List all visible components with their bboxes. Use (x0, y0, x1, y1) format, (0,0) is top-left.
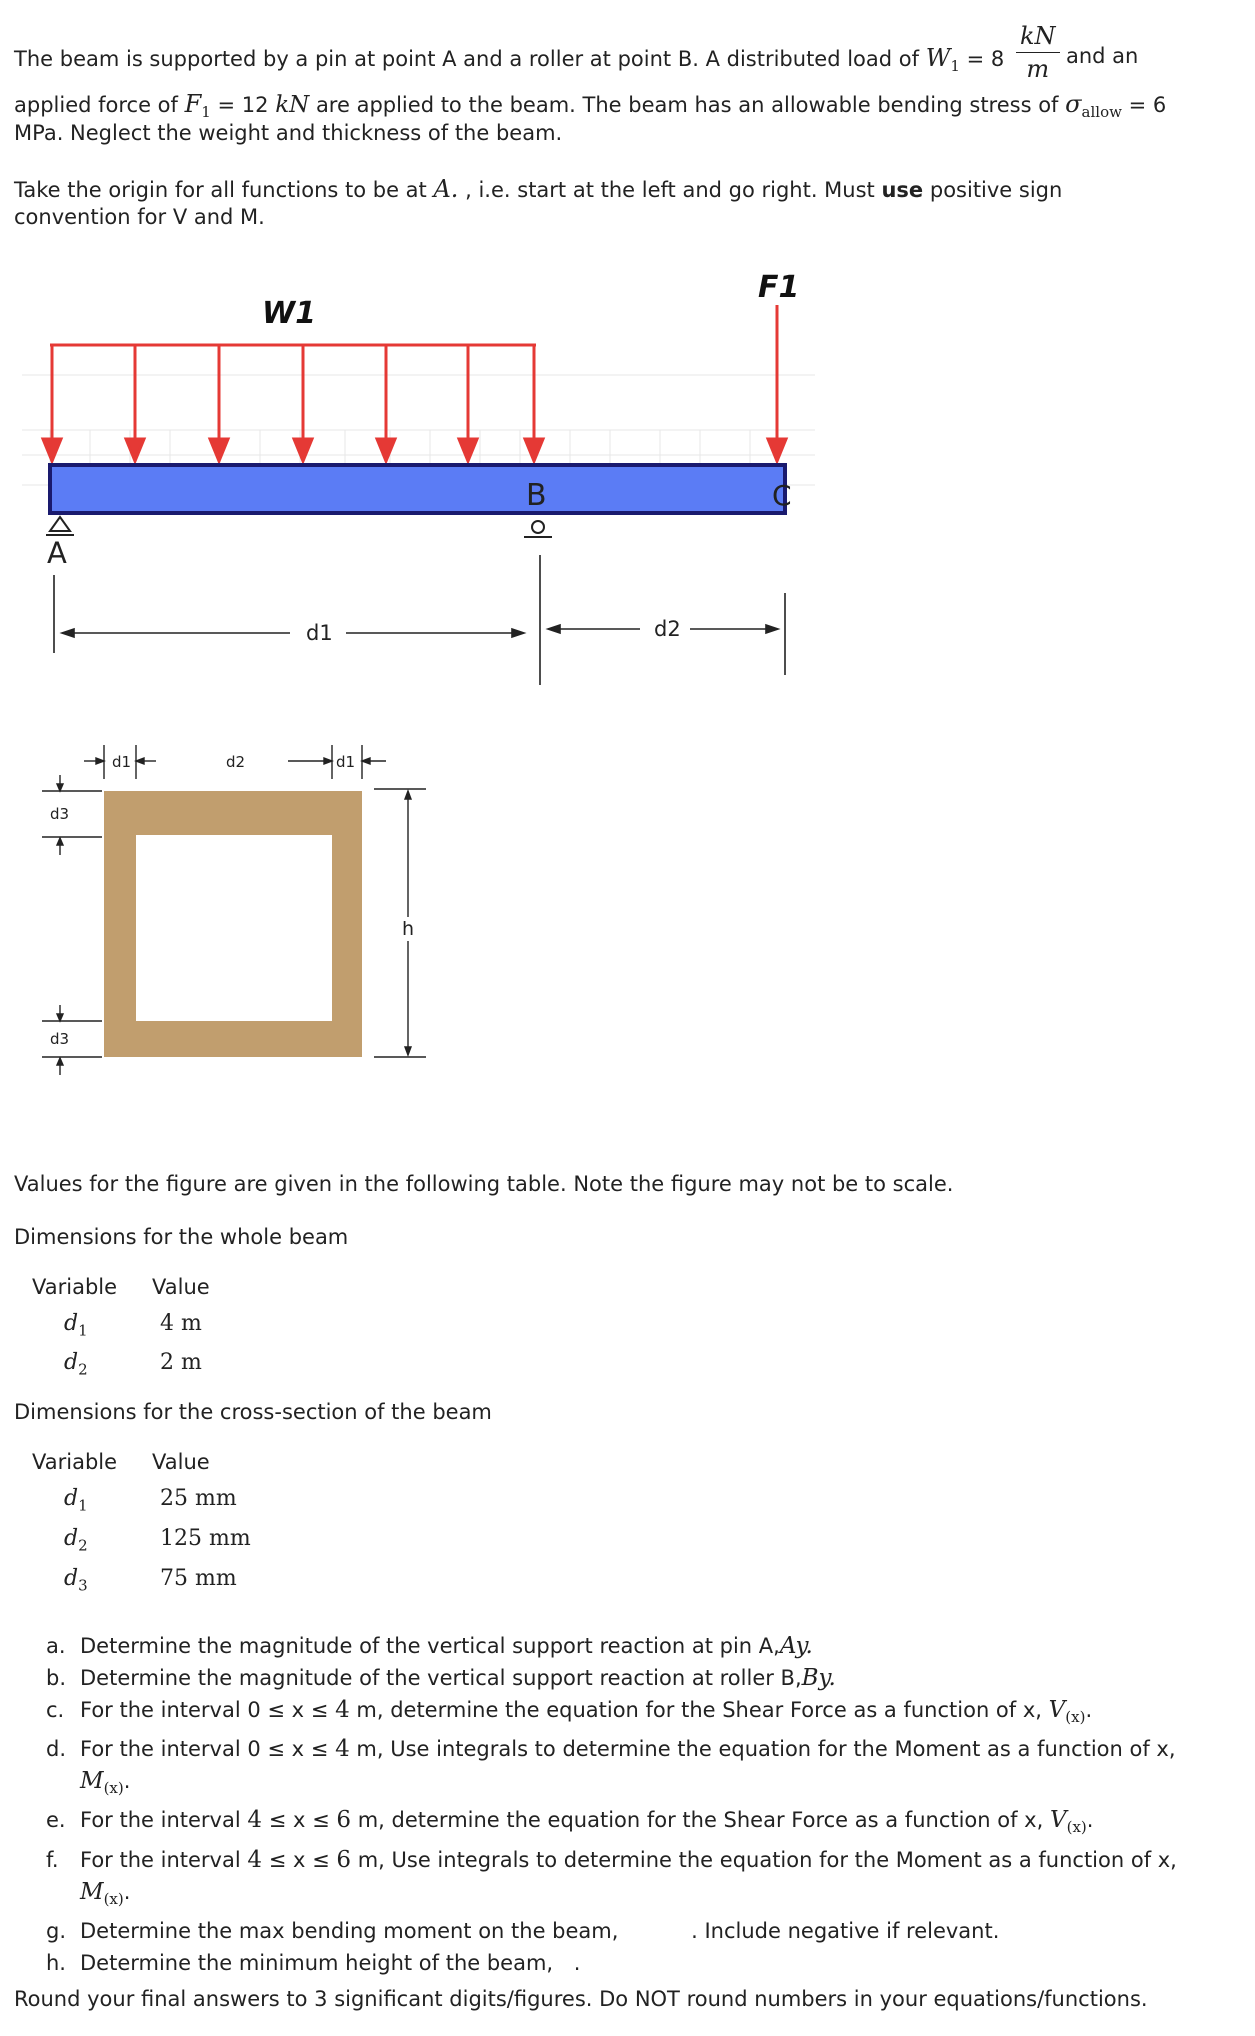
table2-row1-var: $d_1$ (64, 1486, 88, 1515)
table1-col-variable: Variable (32, 1275, 118, 1299)
cs-d1-left-label: d1 (112, 753, 132, 771)
intro-line-2: applied force of $F_1 = 12$ kN are applied to the beam. The beam has an allowable bending stress of $\sigma_{allow} = 6$ (14, 90, 1167, 122)
table2-row3-var: $d_3$ (64, 1566, 88, 1595)
figure-note: Values for the figure are given in the following table. Note the figure may not be to scale. (14, 1172, 954, 1196)
point-c-label: C (772, 479, 792, 512)
table1-row1-value: 4 m (160, 1311, 202, 1336)
cs-d2-label: d2 (226, 753, 246, 771)
question-e: e. For the interval 4 ≤ x ≤ 6 m, determine the equation for the Shear Force as a function of x, $V_{(x)}$. (46, 1807, 1094, 1837)
dim-d1-label: d1 (306, 621, 333, 645)
dim-d2-label: d2 (654, 617, 681, 641)
question-h: h. Determine the minimum height of the beam, . (46, 1950, 581, 1975)
table2-row2-value: 125 mm (160, 1526, 251, 1551)
question-g: g. Determine the max bending moment on the beam, . Include negative if relevant. (46, 1918, 1000, 1943)
table2-row2-var: $d_2$ (64, 1526, 88, 1555)
point-b-label: B (526, 478, 547, 513)
question-d: d. For the interval 0 ≤ x ≤ 4 m, Use integrals to determine the equation for the Moment as a function of x, $M_{(x)}$. (46, 1736, 1176, 1798)
f1-label: F1 (758, 270, 800, 305)
question-b: b. Determine the magnitude of the vertical support reaction at roller B,By. (46, 1665, 836, 1691)
beam (50, 465, 785, 513)
table1-row1-var: $d_1$ (64, 1311, 88, 1340)
distributed-load (43, 345, 543, 461)
table2-row3-value: 75 mm (160, 1566, 237, 1591)
cross-section-diagram (30, 735, 450, 1080)
origin-line-2: convention for V and M. (14, 205, 265, 229)
point-a-label: A (47, 536, 67, 570)
intro-line-1-end: and an (1066, 44, 1139, 68)
table2-col-variable: Variable (32, 1450, 118, 1474)
unit-fraction: $\frac{kN}{m}$ (1016, 22, 1060, 83)
question-c: c. For the interval 0 ≤ x ≤ 4 m, determine the equation for the Shear Force as a function of x, $V_{(x)}$. (46, 1697, 1093, 1727)
origin-line-1: Take the origin for all functions to be at A. , i.e. start at the left and go right. Must use positive sign (14, 175, 1063, 203)
intro-line-1: The beam is supported by a pin at point A and a roller at point B. A distributed load of $W_1 = 8$ (14, 44, 1005, 76)
cs-d3-bottom-label: d3 (50, 1030, 70, 1048)
question-a: a. Determine the magnitude of the vertical support reaction at pin A,Ay. (46, 1633, 813, 1659)
table2-col-value: Value (152, 1450, 210, 1474)
intro-line-3: MPa. Neglect the weight and thickness of the beam. (14, 121, 563, 145)
question-f: f. For the interval 4 ≤ x ≤ 6 m, Use integrals to determine the equation for the Moment as a function of x, $M_{(x)}$. (46, 1846, 1177, 1908)
table1-row2-value: 2 m (160, 1350, 202, 1375)
w1-label: W1 (262, 296, 316, 331)
beam-diagram (0, 255, 840, 685)
hollow-section (104, 791, 362, 1057)
question-list (46, 1630, 1226, 1979)
table2-row1-value: 25 mm (160, 1486, 237, 1511)
table1-title: Dimensions for the whole beam (14, 1225, 349, 1249)
cs-d1-right-label: d1 (336, 753, 356, 771)
cs-h-label: h (402, 918, 415, 940)
table1-row2-var: $d_2$ (64, 1350, 88, 1379)
table2-title: Dimensions for the cross-section of the beam (14, 1400, 492, 1424)
footer-instruction: Round your final answers to 3 significant digits/figures. Do NOT round numbers in your equations/functions. (14, 1987, 1148, 2011)
table1-col-value: Value (152, 1275, 210, 1299)
cs-d3-top-label: d3 (50, 805, 70, 823)
pin-support-a (46, 517, 74, 535)
roller-support-b (524, 521, 552, 537)
force-f1-arrow (768, 305, 786, 461)
